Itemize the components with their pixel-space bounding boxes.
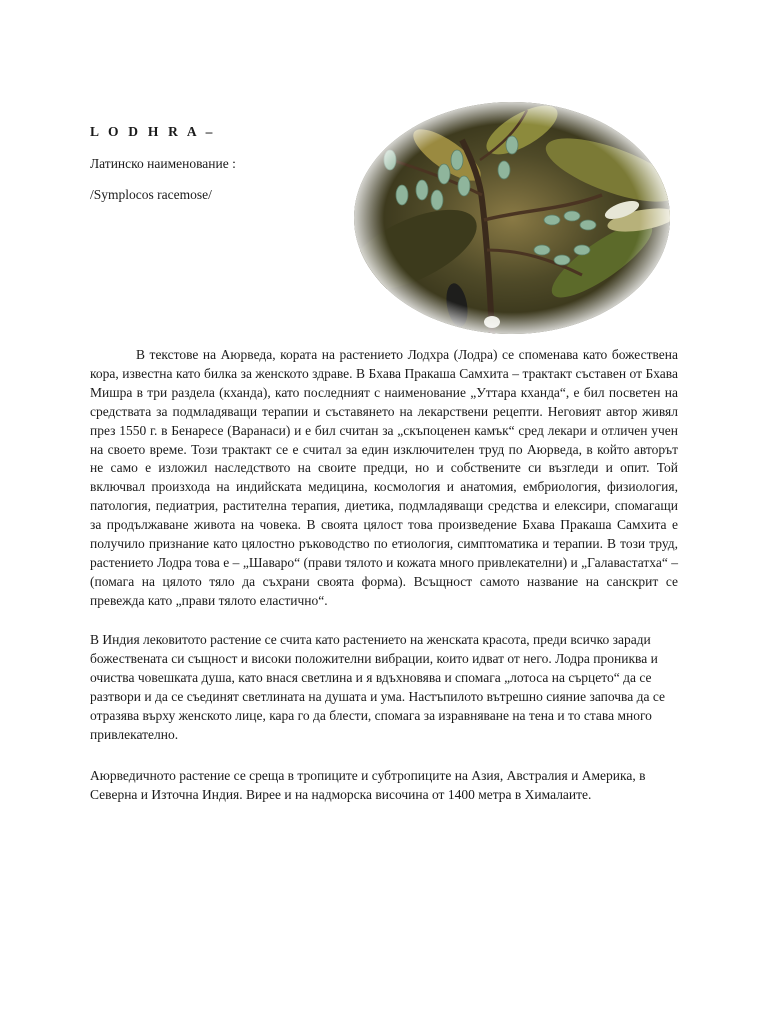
latin-name-label: Латинско наименование : (90, 156, 236, 171)
plant-photo (352, 100, 672, 336)
latin-name-value: /Symplocos racemose/ (90, 187, 212, 202)
paragraph-history: В текстове на Аюрведа, кората на растението Лодхра (Лодра) се споменава като божествена кора, известна като билка за женското здраве. В Бхава Пракаша Самхита – трактакт съставен от Бхава Мишра в три раздела (кханда), като последният с наименование „Уттара кханда“, е бил посветен на средствата за подмладяващи терапии и съставянето на лекарствени рецепти. Неговият автор живял през 1550 г. в Бенаресе (Варанаси) и е бил считан за „скъпоценен камък“ сред лекари и отличен учен на своето време. Този трактакт се е считал за един изключителен труд по Аюрведа, в който авторът не само е изложил наследството на своите предци, но и собствените си възгледи и опит. Той включвал произхода на индийската медицина, космология и анатомия, ембриология, физиология, патология, педиатрия, растителна терапия, диетика, подмладяващи средства и елексири, спомагащи за продължаване живота на човека. В своята цялост това произведение Бхава Пракаша Самхита е получило признание като цялостно ръководство по етиология, симптоматика и терапии. В този труд, растението Лодра това е – „Шаваро“ (прави тялото и кожата много привлекателни) и „Галавастатха“ – (помага на цялото тяло да съхрани своята форма). Всъщност самото название на санскрит се превежда като „прави тялото еластично“. (90, 347, 678, 608)
paragraph-habitat: Аюрведичното растение се среща в тропиците и субтропиците на Азия, Австралия и Америка, в Северна и Източна Индия. Вирее и на надморска височина от 1400 метра в Хималаите. (90, 768, 646, 802)
paragraph-beauty: В Индия лековитото растение се счита като растението на женската красота, преди всичко заради божествената си същност и високи положителни вибрации, които идват от него. Лодра прониква и очиства човешката душа, като внася светлина и я вдъхновява и спомага „лотоса на сърцето“ да се разтвори и да се съединят светлината на душата и ума. Настъпилото вътрешно сияние започва да се отразява върху женското лице, кара го да блести, спомага за изравняване на тена и то става много привлекателно. (90, 632, 665, 742)
document-title: L O D H R A – (90, 124, 216, 139)
plant-photo-icon (352, 100, 672, 336)
